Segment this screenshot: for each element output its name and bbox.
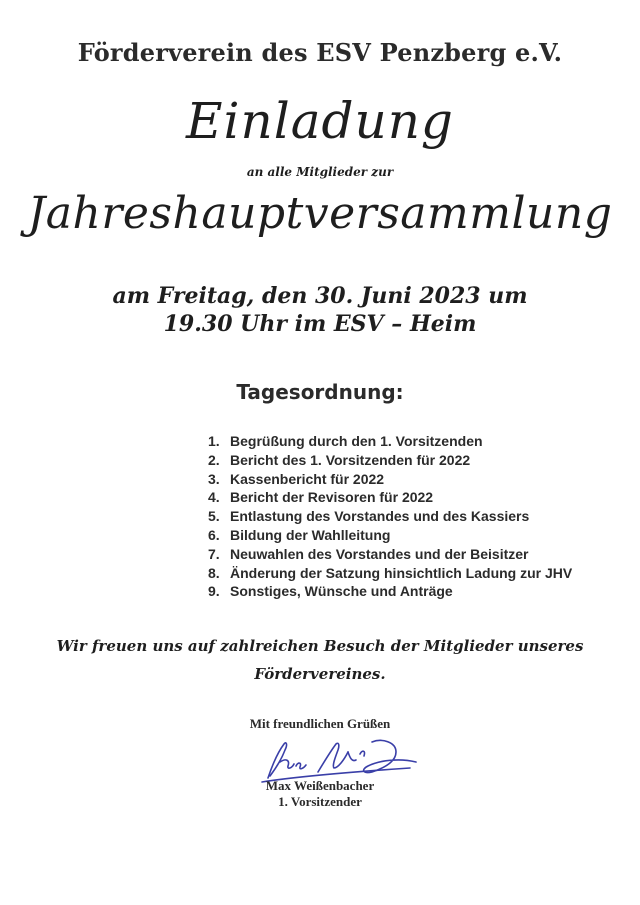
closing-line-1: Wir freuen uns auf zahlreichen Besuch der Mitglieder unseres bbox=[56, 637, 584, 655]
agenda-heading: Tagesordnung: bbox=[236, 380, 404, 404]
signature-strokes bbox=[262, 740, 416, 782]
agenda-item-number: 3. bbox=[208, 470, 220, 487]
meeting-date: am Freitag, den 30. Juni 2023 um bbox=[112, 283, 528, 309]
agenda-item-number: 5. bbox=[208, 508, 220, 525]
meeting-time-place: 19.30 Uhr im ESV – Heim bbox=[163, 311, 477, 337]
agenda-item-text: Sonstiges, Wünsche und Anträge bbox=[230, 583, 453, 600]
agenda-item-number: 9. bbox=[208, 583, 220, 600]
agenda-item-text: Bericht des 1. Vorsitzenden für 2022 bbox=[230, 451, 471, 468]
agenda-item-text: Änderung der Satzung hinsichtlich Ladung zur JHV bbox=[230, 564, 573, 581]
signer-name: Max Weißenbacher bbox=[265, 778, 375, 793]
agenda-item-number: 2. bbox=[208, 451, 220, 468]
agenda-item-text: Entlastung des Vorstandes und des Kassiers bbox=[230, 508, 530, 525]
agenda-item-text: Neuwahlen des Vorstandes und der Beisitzer bbox=[230, 545, 529, 562]
agenda-item bbox=[208, 545, 628, 564]
signer-role: 1. Vorsitzender bbox=[278, 794, 362, 809]
agenda-item bbox=[208, 488, 628, 507]
agenda-item bbox=[208, 451, 628, 470]
agenda-item-number: 7. bbox=[208, 545, 220, 562]
agenda-item-text: Bericht der Revisoren für 2022 bbox=[230, 489, 434, 506]
agenda-item-number: 4. bbox=[208, 489, 220, 506]
signer-block bbox=[0, 778, 640, 810]
meeting-date-block bbox=[0, 282, 640, 338]
agenda-item bbox=[208, 582, 628, 601]
closing-text bbox=[0, 632, 640, 688]
closing-line-2: Fördervereines. bbox=[254, 665, 386, 683]
agenda-item-text: Begrüßung durch den 1. Vorsitzenden bbox=[230, 433, 483, 449]
agenda-item bbox=[208, 470, 628, 489]
agenda-item-number: 6. bbox=[208, 526, 220, 543]
agenda-item-text: Kassenbericht für 2022 bbox=[230, 470, 385, 487]
greeting: Mit freundlichen Grüßen bbox=[249, 716, 391, 731]
agenda-item-text: Bildung der Wahlleitung bbox=[230, 526, 391, 543]
agenda-item bbox=[208, 526, 628, 545]
agenda-item bbox=[208, 432, 628, 451]
agenda-item-number: 1. bbox=[208, 433, 220, 449]
club-name: Förderverein des ESV Penzberg e.V. bbox=[77, 38, 563, 67]
invitation-subtitle: an alle Mitglieder zur bbox=[246, 165, 394, 179]
invitation-title: Einladung bbox=[186, 92, 454, 150]
agenda-item bbox=[208, 564, 628, 583]
agenda-item-number: 8. bbox=[208, 564, 220, 581]
agenda-item bbox=[208, 507, 628, 526]
agenda-list bbox=[208, 432, 628, 601]
meeting-name: Jahreshauptversammlung bbox=[27, 188, 613, 239]
